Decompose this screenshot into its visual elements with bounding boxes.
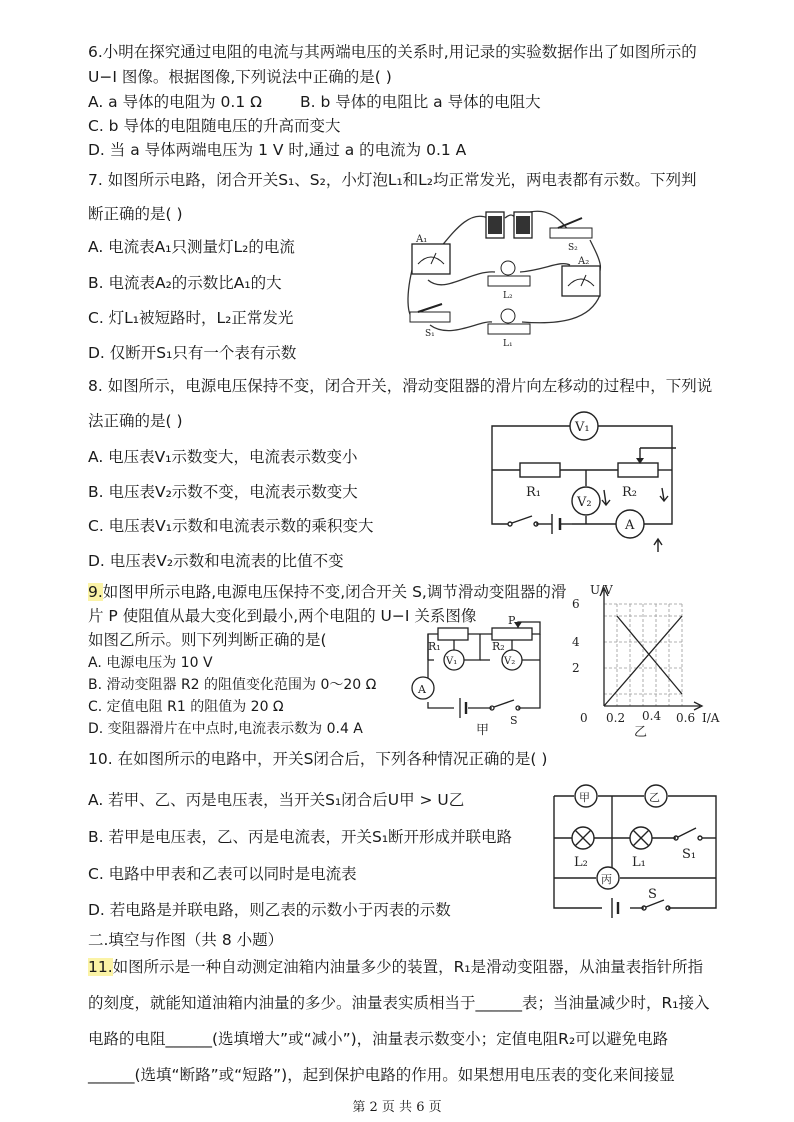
q9-label-p: P <box>508 614 516 627</box>
q10-label-s1: S₁ <box>682 847 697 862</box>
section-2-heading: 二.填空与作图（共 8 小题） <box>88 931 284 949</box>
q7-option-d: D. 仅断开S₁只有一个表有示数 <box>88 344 297 362</box>
q7-option-b: B. 电流表A₂的示数比A₁的大 <box>88 274 282 292</box>
q9-stem-text: 如图甲所示电路,电源电压保持不变,闭合开关 S,调节滑动变阻器的滑 <box>102 583 567 601</box>
q6-stem-line2: U−I 图像。根据图像,下列说法中正确的是( ) <box>88 68 392 86</box>
q11-line1-text: 如图所示是一种自动测定油箱内油量多少的装置，R₁是滑动变阻器，从油量表指针所指 <box>112 958 704 976</box>
q7-stem-line2: 断正确的是( ) <box>88 205 183 223</box>
q11-line2: 的刻度，就能知道油箱内油量的多少。油量表实质相当于______表；当油量减少时，R₁接入 <box>88 994 710 1012</box>
q9-graph-ytick-2: 2 <box>572 661 580 675</box>
q10-option-a: A. 若甲、乙、丙是电压表，当开关S₁闭合后U甲 > U乙 <box>88 791 465 809</box>
q9-option-a: A. 电源电压为 10 V <box>88 655 213 671</box>
q10-label-yi: 乙 <box>649 791 660 804</box>
q9-graph-xtick-02: 0.2 <box>606 711 626 725</box>
q9-graph-xlabel: I/A <box>702 711 720 725</box>
q9-graph-ylabel: U/V <box>590 583 613 597</box>
q9-circuit-jia <box>408 612 558 740</box>
q9-stem-line1 <box>88 582 566 602</box>
q6-stem-line1: 6.小明在探究通过电阻的电流与其两端电压的关系时,用记录的实验数据作出了如图所示的 <box>88 43 697 61</box>
q10-option-d: D. 若电路是并联电路，则乙表的示数小于丙表的示数 <box>88 901 451 919</box>
q10-option-c: C. 电路中甲表和乙表可以同时是电流表 <box>88 865 357 883</box>
q11-line1 <box>88 957 703 977</box>
q9-graph-xtick-04: 0.4 <box>642 709 662 723</box>
q7-label-a1: A₁ <box>416 234 428 245</box>
q8-option-d: D. 电压表V₂示数和电流表的比值不变 <box>88 552 344 570</box>
q7-stem-line1: 7. 如图所示电路，闭合开关S₁、S₂，小灯泡L₁和L₂均正常发光，两电表都有示数。下列判 <box>88 171 697 189</box>
q7-option-a: A. 电流表A₁只测量灯L₂的电流 <box>88 238 295 256</box>
q10-circuit-figure <box>548 780 728 926</box>
q7-label-l2: L₂ <box>503 291 513 301</box>
q9-graph-ytick-4: 4 <box>572 635 580 649</box>
q9-label-yi: 乙 <box>634 725 648 740</box>
q8-option-b: B. 电压表V₂示数不变，电流表示数变大 <box>88 483 358 501</box>
q9-stem-line3: 如图乙所示。则下列判断正确的是( <box>88 631 327 649</box>
q10-label-l1: L₁ <box>632 855 646 870</box>
q9-stem-line2: 片 P 使阻值从最大变化到最小,两个电阻的 U−I 关系图像 <box>88 607 477 625</box>
page-footer: 第 2 页 共 6 页 <box>352 1100 442 1115</box>
q10-option-b: B. 若甲是电压表，乙、丙是电流表，开关S₁断开形成并联电路 <box>88 828 513 846</box>
q7-label-s2: S₂ <box>568 243 578 253</box>
q11-number: 11. <box>88 958 113 976</box>
q8-circuit-figure <box>486 404 691 556</box>
q9-graph-yi <box>570 582 730 740</box>
q9-label-r1: R₁ <box>428 640 441 653</box>
q10-label-jia: 甲 <box>579 791 590 804</box>
q9-number: 9. <box>88 583 103 601</box>
q10-label-s: S <box>648 887 657 902</box>
q8-label-v2: V₂ <box>577 495 592 510</box>
q10-label-bing: 丙 <box>601 873 612 886</box>
q8-label-r1: R₁ <box>526 485 541 500</box>
q8-label-a: A <box>625 518 635 533</box>
q8-option-a: A. 电压表V₁示数变大，电流表示数变小 <box>88 448 358 466</box>
q8-stem-line2: 法正确的是( ) <box>88 412 183 430</box>
q9-label-jia: 甲 <box>476 723 490 738</box>
q9-label-s: S <box>510 714 518 727</box>
q9-option-d: D. 变阻器滑片在中点时,电流表示数为 0.4 A <box>88 721 363 737</box>
q6-option-d: D. 当 a 导体两端电压为 1 V 时,通过 a 的电流为 0.1 A <box>88 141 467 159</box>
q9-label-r2: R₂ <box>492 640 505 653</box>
q10-stem: 10. 在如图所示的电路中，开关S闭合后，下列各种情况正确的是( ) <box>88 750 548 768</box>
q9-graph-ytick-6: 6 <box>572 597 580 611</box>
q9-label-a: A <box>418 683 426 696</box>
q9-option-c: C. 定值电阻 R1 的阻值为 20 Ω <box>88 699 284 715</box>
q9-label-v2: V₂ <box>504 656 516 667</box>
q7-label-l1: L₁ <box>503 339 513 349</box>
q8-label-r2: R₂ <box>622 485 637 500</box>
q8-label-v1: V₁ <box>575 420 590 435</box>
q11-line3: 电路的电阻______(选填增大”或“减小”)，油量表示数变小；定值电阻R₂可以避免电路 <box>88 1030 669 1048</box>
q6-option-c: C. b 导体的电阻随电压的升高而变大 <box>88 117 341 135</box>
q7-circuit-figure <box>400 200 610 360</box>
q9-graph-origin: 0 <box>580 711 588 725</box>
q10-label-l2: L₂ <box>574 855 588 870</box>
q6-option-a: A. a 导体的电阻为 0.1 Ω <box>88 93 262 111</box>
q7-label-a2: A₂ <box>578 256 590 267</box>
q8-stem-line1: 8. 如图所示，电源电压保持不变，闭合开关，滑动变阻器的滑片向左移动的过程中，下列说 <box>88 377 713 395</box>
q9-option-b: B. 滑动变阻器 R2 的阻值变化范围为 0～20 Ω <box>88 677 377 693</box>
q8-option-c: C. 电压表V₁示数和电流表示数的乘积变大 <box>88 517 374 535</box>
q7-option-c: C. 灯L₁被短路时，L₂正常发光 <box>88 309 294 327</box>
q9-label-v1: V₁ <box>446 656 458 667</box>
q7-label-s1: S₁ <box>425 329 435 339</box>
q11-line4: ______(选填“断路”或“短路”)，起到保护电路的作用。如果想用电压表的变化来间接显 <box>88 1066 675 1084</box>
q6-option-b: B. b 导体的电阻比 a 导体的电阻大 <box>300 93 541 111</box>
q9-graph-xtick-06: 0.6 <box>676 711 696 725</box>
